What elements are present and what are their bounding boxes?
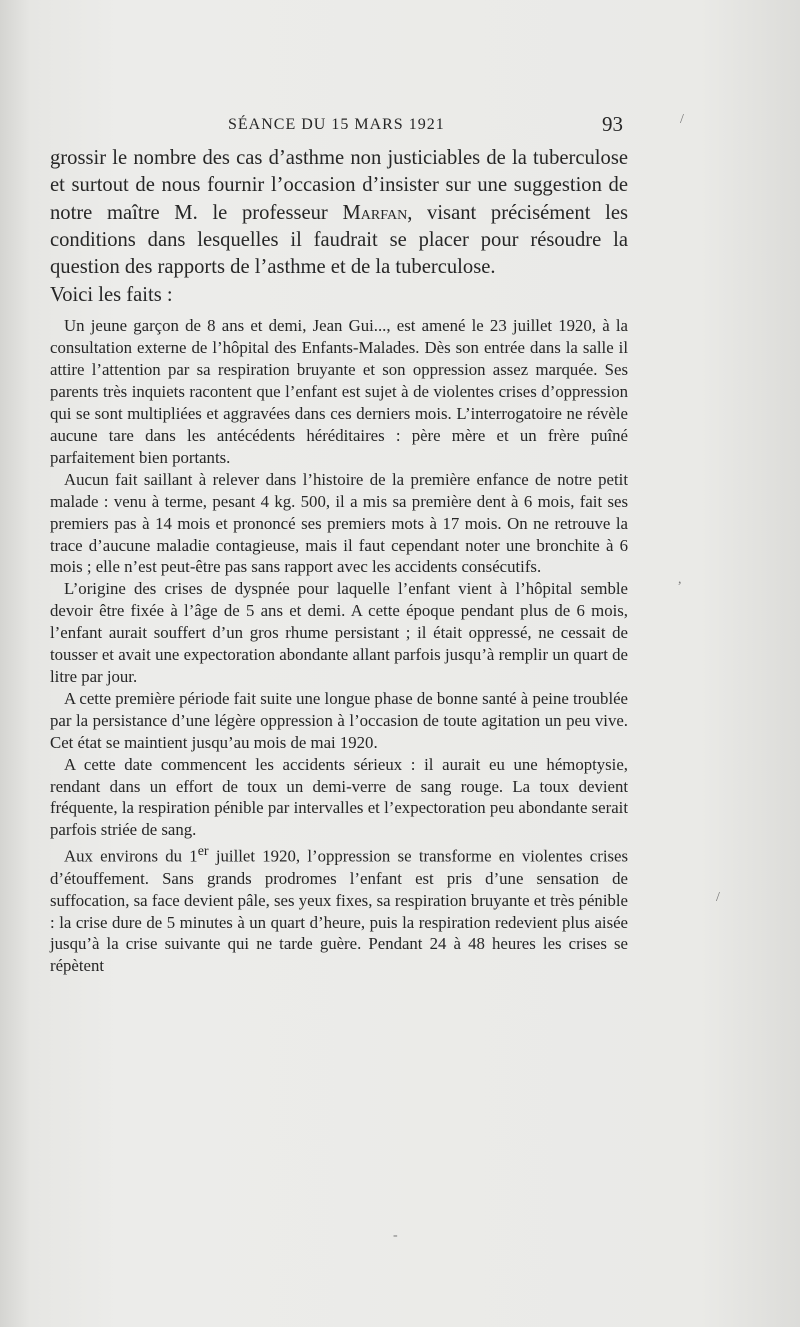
paragraph-case-history: Un jeune garçon de 8 ans et demi, Jean Gui..., est amené le 23 juillet 1920, à la consultation externe de l’hôpital des Enfants-Malades. Dès son entrée dans la salle il attire l’attention par sa respiration bruyante et son oppression assez marquée. Ses parents très inquiets racontent que l’enfant est sujet à de violentes crises d’oppression qui se sont multipliées et aggravées dans ces derniers mois. L’interrogatoire ne révèle aucune tare dans les antécédents héréditaires : père mère et un frère puîné parfaitement bien portants. [50, 316, 628, 467]
author-name: Marfan [342, 201, 408, 224]
intro-line: Voici les faits : [50, 284, 173, 307]
superscript-er: er [197, 844, 209, 860]
crises-text-b: juillet 1920, l’oppression se transforme en violentes crises d’étouffement. Sans grands prodromes l’enfant est pris d’une sensation de suffocation, sa face devient pâle, ses yeux fixes, sa respiration bruyante et très pénible : la crise dure de 5 minutes à un quart d’heure, puis la respiration redevient plus aisée jusqu’à la crise suivante qui ne tarde guère. Pendant 24 à 48 heures les crises se répètent [50, 846, 628, 976]
opening-text-b: , visant précisément les conditions dans lesquelles il faudrait se placer pour résoudre la question des rapports de l’asthme et de la tuberculose. [50, 201, 628, 279]
margin-mark: - [393, 1228, 398, 1243]
opening-paragraph [50, 145, 628, 281]
running-head: SÉANCE DU 15 MARS 1921 [228, 116, 445, 133]
paragraph-serious-accidents: A cette date commencent les accidents sérieux : il aurait eu une hémoptysie, rendant dans un effort de toux un demi-verre de sang rouge. La toux devient fréquente, la respiration pénible par intervalles et l’expectoration peu abondante serait parfois striée de sang. [50, 754, 628, 840]
body-text [50, 145, 628, 977]
page-number: 93 [602, 112, 623, 136]
paragraph-dyspnea-origin: L’origine des crises de dyspnée pour laquelle l’enfant vient à l’hôpital semble devoir être fixée à l’âge de 5 ans et demi. A cette époque pendant plus de 6 mois, l’enfant aurait souffert d’un gros rhume persistant ; il était oppressé, ne cessait de tousser et avait une expectoration abondante allant parfois jusqu’à remplir un quart de litre par jour. [50, 579, 628, 686]
paragraph-early-childhood: Aucun fait saillant à relever dans l’histoire de la première enfance de notre petit malade : venu à terme, pesant 4 kg. 500, il a mis sa première dent à 6 mois, fait ses premiers pas à 14 mois et prononcé ses premiers mots à 17 mois. On ne retrouve la trace d’aucune maladie contagieuse, mais il faut cependant noter une bronchite à 6 mois ; elle n’est peut-être pas sans rapport avec les accidents consécutifs. [50, 469, 628, 577]
paragraph-remission: A cette première période fait suite une longue phase de bonne santé à peine troublée par la persistance d’une légère oppression à l’occasion de toute agitation un peu vive. Cet état se maintient jusqu’au mois de mai 1920. [50, 688, 628, 752]
margin-mark: / [716, 890, 720, 905]
margin-mark: , [678, 572, 682, 587]
paragraph-crises [50, 841, 628, 977]
margin-mark: / [680, 112, 684, 127]
crises-text-a: Aux environs du 1 [64, 846, 198, 866]
opening-text-a: grossir le nombre des cas d’asthme non justiciables de la tuberculose et surtout de nous fournir l’occasion d’insister sur une suggestion de notre maître M. le professeur [50, 147, 628, 224]
